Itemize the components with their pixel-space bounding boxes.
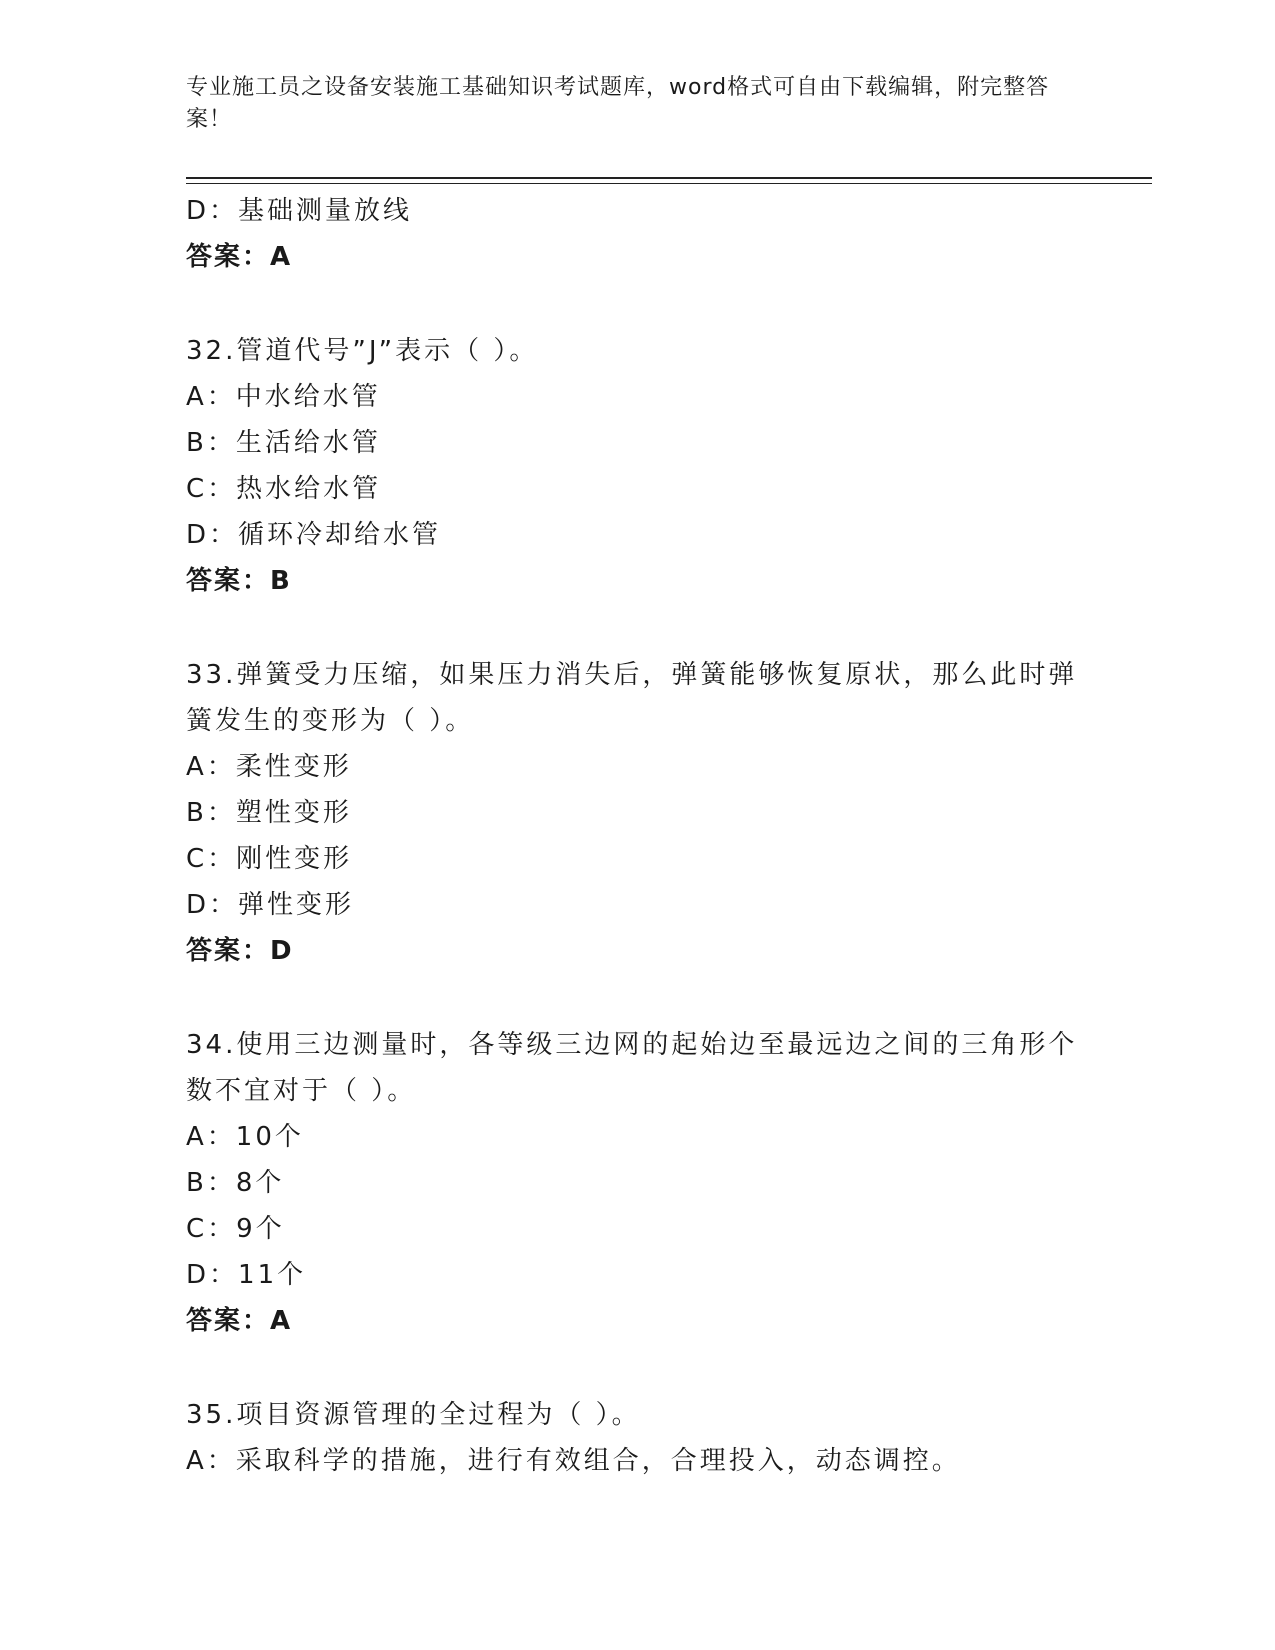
option-d: D：11个 (186, 1260, 307, 1290)
spacer (186, 1344, 1086, 1392)
option-d: D：循环冷却给水管 (186, 520, 442, 550)
question-stem: 33.弹簧受力压缩，如果压力消失后，弹簧能够恢复原状，那么此时弹簧发生的变形为（ ）。 (186, 660, 1078, 736)
option-c: C：9个 (186, 1214, 285, 1244)
spacer (186, 604, 1086, 652)
option-b: B：塑性变形 (186, 798, 352, 828)
question-32 (186, 328, 1086, 604)
header-divider-thin (186, 183, 1152, 184)
question-stem: 34.使用三边测量时，各等级三边网的起始边至最远边之间的三角形个数不宜对于（ ）。 (186, 1030, 1078, 1106)
header-divider-thick (186, 177, 1152, 179)
spacer (186, 974, 1086, 1022)
option-a: A：柔性变形 (186, 752, 352, 782)
option-c: C：热水给水管 (186, 474, 382, 504)
question-stem: 35.项目资源管理的全过程为（ ）。 (186, 1400, 641, 1430)
question-35 (186, 1392, 1086, 1484)
option-b: B：8个 (186, 1168, 285, 1198)
spacer (186, 280, 1086, 328)
option-a: A：采取科学的措施，进行有效组合，合理投入，动态调控。 (186, 1446, 961, 1476)
header-title: 专业施工员之设备安装施工基础知识考试题库，word格式可自由下载编辑，附完整答案！ (186, 75, 1050, 132)
question-33 (186, 652, 1086, 974)
answer: 答案：D (186, 936, 294, 966)
question-34 (186, 1022, 1086, 1344)
option-d: D：弹性变形 (186, 890, 355, 920)
option-b: B：生活给水管 (186, 428, 381, 458)
answer: 答案：A (186, 1306, 293, 1336)
option-d: D：基础测量放线 (186, 196, 413, 226)
option-c: C：刚性变形 (186, 844, 353, 874)
document-header (186, 72, 1066, 136)
answer: 答案：A (186, 242, 293, 272)
option-a: A：中水给水管 (186, 382, 381, 412)
question-list (186, 188, 1086, 1484)
question-stem: 32.管道代号”J”表示（ ）。 (186, 336, 539, 366)
answer: 答案：B (186, 566, 292, 596)
option-a: A：10个 (186, 1122, 304, 1152)
